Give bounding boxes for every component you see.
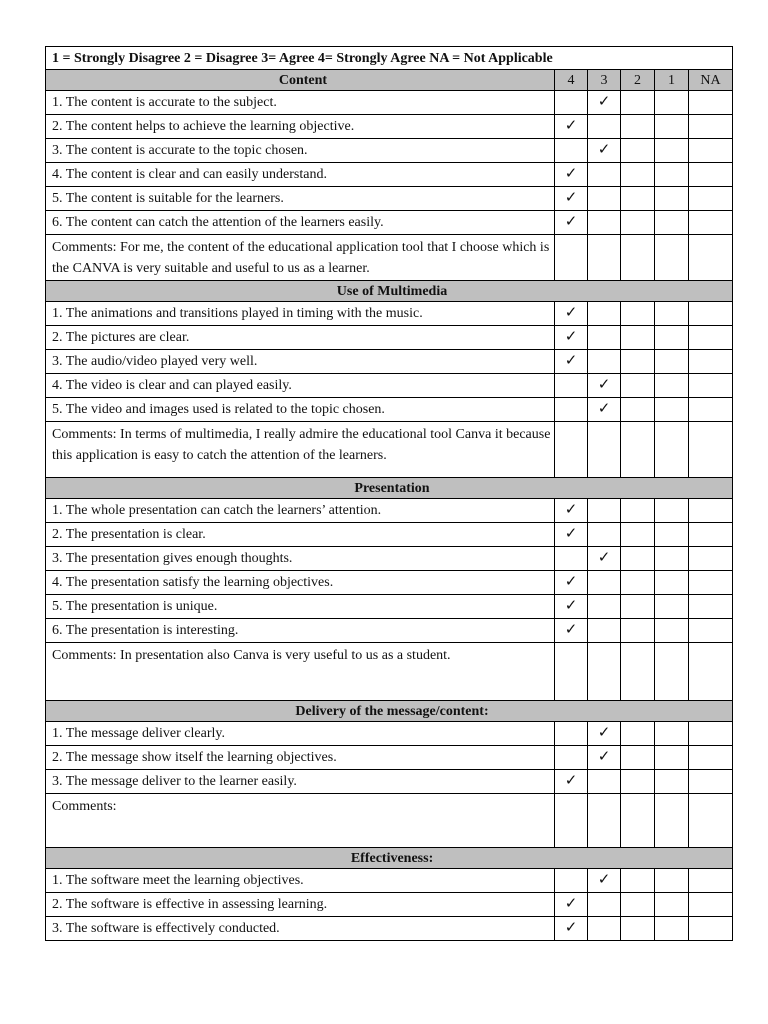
- criterion-text: 4. The video is clear and can played easily.: [46, 374, 555, 398]
- rating-cell-3: [588, 163, 621, 187]
- comment-row: [46, 422, 733, 478]
- check-icon: ✓: [597, 870, 611, 888]
- rating-cell-3: [588, 398, 621, 422]
- rating-cell-1: [655, 619, 689, 643]
- criterion-text: 6. The presentation is interesting.: [46, 619, 555, 643]
- rating-cell-3: [588, 139, 621, 163]
- criterion-row: [46, 350, 733, 374]
- rating-cell-na: [689, 595, 733, 619]
- rating-cell-2: [621, 422, 655, 478]
- rating-cell-1: [655, 523, 689, 547]
- check-icon: ✓: [564, 771, 578, 789]
- criterion-text: 5. The presentation is unique.: [46, 595, 555, 619]
- check-icon: ✓: [597, 92, 611, 110]
- criterion-text: 2. The software is effective in assessing learning.: [46, 893, 555, 917]
- rating-cell-3: [588, 326, 621, 350]
- rating-cell-na: [689, 523, 733, 547]
- check-icon: ✓: [564, 894, 578, 912]
- criterion-text: 2. The message show itself the learning objectives.: [46, 746, 555, 770]
- rating-cell-3: [588, 643, 621, 701]
- rating-column-header-4: 4: [555, 70, 588, 91]
- rating-cell-2: [621, 91, 655, 115]
- criterion-row: [46, 917, 733, 941]
- section-title: Content: [46, 70, 555, 91]
- rating-cell-na: [689, 619, 733, 643]
- comment-row: [46, 794, 733, 848]
- criterion-text: 3. The message deliver to the learner easily.: [46, 770, 555, 794]
- criterion-text: 1. The animations and transitions played in timing with the music.: [46, 302, 555, 326]
- criterion-row: [46, 571, 733, 595]
- check-icon: ✓: [564, 212, 578, 230]
- rating-cell-1: [655, 326, 689, 350]
- rating-column-header-na: NA: [689, 70, 733, 91]
- rating-cell-2: [621, 374, 655, 398]
- rating-cell-2: [621, 547, 655, 571]
- rating-cell-4: [555, 326, 588, 350]
- rating-cell-4: [555, 91, 588, 115]
- rating-cell-3: [588, 523, 621, 547]
- rating-cell-3: [588, 211, 621, 235]
- rating-cell-1: [655, 794, 689, 848]
- rating-cell-1: [655, 374, 689, 398]
- criterion-row: [46, 770, 733, 794]
- rating-cell-3: [588, 499, 621, 523]
- rating-cell-3: [588, 571, 621, 595]
- check-icon: ✓: [564, 351, 578, 369]
- rating-cell-3: [588, 893, 621, 917]
- criterion-row: [46, 302, 733, 326]
- criterion-text: 4. The content is clear and can easily understand.: [46, 163, 555, 187]
- rating-cell-na: [689, 187, 733, 211]
- rating-cell-na: [689, 350, 733, 374]
- rating-cell-na: [689, 302, 733, 326]
- rating-cell-4: [555, 893, 588, 917]
- check-icon: ✓: [564, 918, 578, 936]
- section-header-delivery-of-the-message-content: [46, 701, 733, 722]
- rating-cell-2: [621, 595, 655, 619]
- check-icon: ✓: [564, 620, 578, 638]
- rating-cell-1: [655, 770, 689, 794]
- criterion-text: 2. The content helps to achieve the learning objective.: [46, 115, 555, 139]
- criterion-row: [46, 893, 733, 917]
- rating-cell-4: [555, 139, 588, 163]
- rating-cell-4: [555, 163, 588, 187]
- rating-cell-na: [689, 115, 733, 139]
- criterion-row: [46, 374, 733, 398]
- criterion-text: 2. The pictures are clear.: [46, 326, 555, 350]
- rating-cell-1: [655, 163, 689, 187]
- rating-cell-1: [655, 499, 689, 523]
- rating-cell-2: [621, 139, 655, 163]
- criterion-text: 6. The content can catch the attention of the learners easily.: [46, 211, 555, 235]
- rating-cell-4: [555, 398, 588, 422]
- criterion-row: [46, 187, 733, 211]
- check-icon: ✓: [564, 303, 578, 321]
- rating-cell-3: [588, 187, 621, 211]
- rating-cell-1: [655, 422, 689, 478]
- rating-cell-2: [621, 187, 655, 211]
- rating-cell-na: [689, 499, 733, 523]
- check-icon: ✓: [597, 375, 611, 393]
- rating-cell-4: [555, 115, 588, 139]
- rating-cell-2: [621, 917, 655, 941]
- rating-cell-3: [588, 235, 621, 281]
- rating-cell-na: [689, 746, 733, 770]
- rating-cell-3: [588, 746, 621, 770]
- rating-cell-3: [588, 619, 621, 643]
- rating-cell-2: [621, 163, 655, 187]
- rating-cell-2: [621, 523, 655, 547]
- rating-cell-4: [555, 374, 588, 398]
- rating-cell-2: [621, 211, 655, 235]
- rating-column-header-3: 3: [588, 70, 621, 91]
- rating-cell-na: [689, 722, 733, 746]
- criterion-row: [46, 398, 733, 422]
- rating-cell-na: [689, 571, 733, 595]
- check-icon: ✓: [597, 548, 611, 566]
- rating-cell-2: [621, 893, 655, 917]
- rating-cell-1: [655, 746, 689, 770]
- criterion-row: [46, 139, 733, 163]
- rating-cell-na: [689, 163, 733, 187]
- rating-cell-1: [655, 595, 689, 619]
- rating-cell-4: [555, 619, 588, 643]
- rating-cell-4: [555, 523, 588, 547]
- rating-cell-1: [655, 139, 689, 163]
- rating-cell-1: [655, 893, 689, 917]
- rating-cell-na: [689, 422, 733, 478]
- rating-cell-3: [588, 595, 621, 619]
- criterion-text: 2. The presentation is clear.: [46, 523, 555, 547]
- comment-row: [46, 643, 733, 701]
- criterion-text: 3. The software is effectively conducted.: [46, 917, 555, 941]
- rating-cell-na: [689, 235, 733, 281]
- rating-cell-3: [588, 869, 621, 893]
- criterion-row: [46, 163, 733, 187]
- rating-cell-na: [689, 91, 733, 115]
- rating-cell-2: [621, 350, 655, 374]
- rating-cell-2: [621, 115, 655, 139]
- check-icon: ✓: [597, 399, 611, 417]
- comment-text: Comments: In presentation also Canva is very useful to us as a student.: [46, 643, 555, 701]
- criterion-row: [46, 523, 733, 547]
- rating-cell-4: [555, 211, 588, 235]
- rating-cell-1: [655, 187, 689, 211]
- rating-cell-na: [689, 374, 733, 398]
- rating-cell-4: [555, 746, 588, 770]
- rating-cell-4: [555, 187, 588, 211]
- rating-cell-3: [588, 115, 621, 139]
- rating-cell-1: [655, 91, 689, 115]
- rating-cell-4: [555, 302, 588, 326]
- rating-cell-1: [655, 115, 689, 139]
- rating-column-header-2: 2: [621, 70, 655, 91]
- rating-cell-3: [588, 722, 621, 746]
- section-header-effectiveness: [46, 848, 733, 869]
- rating-cell-na: [689, 139, 733, 163]
- criterion-text: 5. The video and images used is related to the topic chosen.: [46, 398, 555, 422]
- rating-cell-na: [689, 770, 733, 794]
- rating-cell-1: [655, 547, 689, 571]
- rating-cell-4: [555, 917, 588, 941]
- rating-cell-4: [555, 722, 588, 746]
- rating-cell-3: [588, 350, 621, 374]
- rating-cell-2: [621, 326, 655, 350]
- rating-cell-4: [555, 794, 588, 848]
- rating-cell-2: [621, 398, 655, 422]
- rating-cell-4: [555, 571, 588, 595]
- rating-cell-1: [655, 571, 689, 595]
- rating-column-header-1: 1: [655, 70, 689, 91]
- rating-cell-na: [689, 869, 733, 893]
- rating-cell-na: [689, 547, 733, 571]
- rating-cell-2: [621, 571, 655, 595]
- rating-cell-1: [655, 917, 689, 941]
- section-title: Delivery of the message/content:: [46, 701, 733, 722]
- check-icon: ✓: [597, 723, 611, 741]
- rating-cell-4: [555, 235, 588, 281]
- criterion-row: [46, 547, 733, 571]
- criterion-row: [46, 869, 733, 893]
- rating-cell-3: [588, 770, 621, 794]
- comment-text: Comments: In terms of multimedia, I really admire the educational tool Canva it because this application is easy to catch the attention of the learners.: [46, 422, 555, 478]
- criterion-row: [46, 595, 733, 619]
- rating-cell-na: [689, 211, 733, 235]
- rating-cell-1: [655, 722, 689, 746]
- comment-text: Comments: For me, the content of the educational application tool that I choose which is the CANVA is very suitable and useful to us as a learner.: [46, 235, 555, 281]
- rating-cell-4: [555, 547, 588, 571]
- check-icon: ✓: [564, 116, 578, 134]
- check-icon: ✓: [564, 572, 578, 590]
- rating-cell-4: [555, 422, 588, 478]
- criterion-row: [46, 115, 733, 139]
- criterion-row: [46, 211, 733, 235]
- rating-cell-3: [588, 917, 621, 941]
- criterion-text: 1. The content is accurate to the subject.: [46, 91, 555, 115]
- rating-scale-row: [46, 47, 733, 70]
- rating-cell-4: [555, 869, 588, 893]
- rating-cell-1: [655, 398, 689, 422]
- criterion-text: 1. The message deliver clearly.: [46, 722, 555, 746]
- rating-cell-3: [588, 547, 621, 571]
- rating-cell-2: [621, 235, 655, 281]
- rating-cell-na: [689, 398, 733, 422]
- check-icon: ✓: [564, 188, 578, 206]
- rating-cell-3: [588, 794, 621, 848]
- criterion-text: 3. The content is accurate to the topic chosen.: [46, 139, 555, 163]
- rating-cell-1: [655, 211, 689, 235]
- section-header-use-of-multimedia: [46, 281, 733, 302]
- rating-cell-3: [588, 422, 621, 478]
- rating-cell-2: [621, 722, 655, 746]
- rating-cell-3: [588, 91, 621, 115]
- rating-cell-4: [555, 770, 588, 794]
- rating-cell-na: [689, 643, 733, 701]
- check-icon: ✓: [564, 596, 578, 614]
- rating-cell-2: [621, 619, 655, 643]
- check-icon: ✓: [564, 327, 578, 345]
- criterion-row: [46, 746, 733, 770]
- section-header-presentation: [46, 478, 733, 499]
- rating-cell-na: [689, 893, 733, 917]
- evaluation-rubric-table: [45, 46, 733, 941]
- criterion-row: [46, 326, 733, 350]
- rating-cell-na: [689, 917, 733, 941]
- rating-cell-1: [655, 869, 689, 893]
- check-icon: ✓: [564, 164, 578, 182]
- comment-text: Comments:: [46, 794, 555, 848]
- section-title: Effectiveness:: [46, 848, 733, 869]
- criterion-row: [46, 619, 733, 643]
- criterion-row: [46, 91, 733, 115]
- rating-cell-4: [555, 499, 588, 523]
- rating-cell-2: [621, 499, 655, 523]
- rating-cell-3: [588, 302, 621, 326]
- rating-cell-4: [555, 350, 588, 374]
- section-title: Use of Multimedia: [46, 281, 733, 302]
- criterion-text: 1. The whole presentation can catch the learners’ attention.: [46, 499, 555, 523]
- rating-cell-na: [689, 326, 733, 350]
- criterion-row: [46, 722, 733, 746]
- check-icon: ✓: [564, 500, 578, 518]
- check-icon: ✓: [597, 140, 611, 158]
- rating-cell-1: [655, 235, 689, 281]
- rating-cell-1: [655, 350, 689, 374]
- rating-cell-4: [555, 595, 588, 619]
- comment-row: [46, 235, 733, 281]
- rating-cell-4: [555, 643, 588, 701]
- rating-cell-1: [655, 302, 689, 326]
- rating-cell-2: [621, 302, 655, 326]
- rating-cell-2: [621, 770, 655, 794]
- rating-cell-2: [621, 794, 655, 848]
- rating-cell-2: [621, 869, 655, 893]
- criterion-text: 5. The content is suitable for the learners.: [46, 187, 555, 211]
- rating-cell-2: [621, 746, 655, 770]
- rating-cell-1: [655, 643, 689, 701]
- rating-cell-3: [588, 374, 621, 398]
- rating-cell-na: [689, 794, 733, 848]
- criterion-text: 4. The presentation satisfy the learning objectives.: [46, 571, 555, 595]
- section-header-content: [46, 70, 733, 91]
- criterion-row: [46, 499, 733, 523]
- check-icon: ✓: [564, 524, 578, 542]
- rating-scale-legend: 1 = Strongly Disagree 2 = Disagree 3= Agree 4= Strongly Agree NA = Not Applicable: [46, 47, 733, 70]
- check-icon: ✓: [597, 747, 611, 765]
- section-title: Presentation: [46, 478, 733, 499]
- rating-cell-2: [621, 643, 655, 701]
- criterion-text: 3. The audio/video played very well.: [46, 350, 555, 374]
- criterion-text: 3. The presentation gives enough thoughts.: [46, 547, 555, 571]
- criterion-text: 1. The software meet the learning objectives.: [46, 869, 555, 893]
